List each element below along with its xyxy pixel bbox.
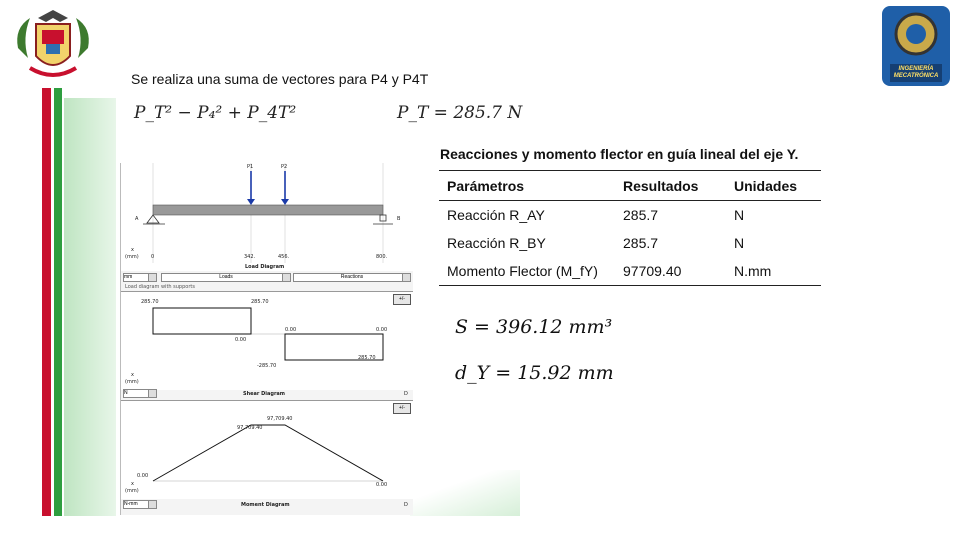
shear-value-3: 0.00 xyxy=(235,337,247,343)
shear-value-0: 285.70 xyxy=(141,299,159,305)
shear-value-5: 0.00 xyxy=(376,327,388,333)
moment-sign-button[interactable]: +/- xyxy=(393,403,411,414)
shear-value-4: -285.70 xyxy=(257,363,277,369)
moment-x-label: x xyxy=(131,481,134,487)
shear-x-unit: (mm) xyxy=(125,379,139,385)
formula-pt-result: P_T = 285.7 N xyxy=(397,103,523,123)
shear-sign-button[interactable]: +/- xyxy=(393,294,411,305)
shear-unit-select[interactable]: N xyxy=(123,389,157,398)
row-param: Reacción R_BY xyxy=(447,235,546,251)
shear-block-positive xyxy=(153,308,251,334)
moment-value-0: 97,709.40 xyxy=(267,416,293,422)
moment-value-1: 97,709.40 xyxy=(237,425,263,431)
load-units-select[interactable]: mm xyxy=(123,273,157,282)
slide-subtitle: Se realiza una suma de vectores para P4 y P4T xyxy=(131,71,429,87)
moment-diagram-panel xyxy=(121,400,413,499)
shear-value-1: 285.70 xyxy=(251,299,269,305)
table-row xyxy=(439,229,821,257)
logo-text: INGENIERÍA MECATRÓNICA xyxy=(893,66,939,79)
load-note: Load diagram with supports xyxy=(125,284,195,290)
load-p1-label: P1 xyxy=(247,164,254,170)
left-red-bar xyxy=(42,88,51,516)
x-tick-0: 0 xyxy=(151,254,155,260)
header-resultados: Resultados xyxy=(623,177,699,194)
x-axis-unit: (mm) xyxy=(125,254,139,260)
beam-bar xyxy=(153,205,383,215)
table-row xyxy=(439,201,821,230)
university-shield-icon xyxy=(8,8,98,86)
header-parametros: Parámetros xyxy=(447,177,525,194)
loads-select[interactable]: Loads xyxy=(161,273,291,282)
x-tick-2: 456. xyxy=(278,254,290,260)
table-caption: Reacciones y momento flector en guía lineal del eje Y. xyxy=(440,146,799,162)
formula-vector-sum: P_T² − P₄² + P_4T² xyxy=(134,103,297,123)
moment-curve xyxy=(153,425,383,481)
row-result: 97709.40 xyxy=(623,263,682,279)
shear-value-6: 285.70 xyxy=(358,355,376,361)
row-param: Reacción R_AY xyxy=(447,207,545,223)
load-diagram-panel xyxy=(121,163,413,271)
moment-unit-select[interactable]: N-mm xyxy=(123,500,157,509)
left-green-bar xyxy=(54,88,62,516)
row-result: 285.7 xyxy=(623,235,659,251)
results-table-wrap xyxy=(439,170,821,286)
moment-diagram-title: Moment Diagram xyxy=(241,502,290,508)
moment-value-2: 0.00 xyxy=(137,473,149,479)
mechatronics-logo xyxy=(880,4,952,88)
shear-value-2: 0.00 xyxy=(285,327,297,333)
bottom-green-wedge xyxy=(410,470,520,516)
support-b-label: B xyxy=(397,216,401,222)
shear-diagram-panel xyxy=(121,291,413,390)
header-unidades: Unidades xyxy=(734,177,798,194)
shear-diagram-title: Shear Diagram xyxy=(243,391,285,397)
load-p2-label: P2 xyxy=(281,164,288,170)
shear-x-label: x xyxy=(131,372,134,378)
table-header-row xyxy=(439,171,821,201)
beam-calculator xyxy=(120,163,413,515)
left-lightgreen-bar xyxy=(64,98,116,516)
shear-tail-label: D xyxy=(404,391,408,397)
moment-value-3: 0.00 xyxy=(376,482,388,488)
x-axis-label: x xyxy=(131,247,134,253)
diameter-result: d_Y = 15.92 mm xyxy=(455,362,614,384)
x-tick-1: 342. xyxy=(244,254,256,260)
moment-x-unit: (mm) xyxy=(125,488,139,494)
row-unit: N xyxy=(734,235,745,251)
row-unit: N.mm xyxy=(734,263,772,279)
results-table xyxy=(439,170,821,286)
table-row xyxy=(439,257,821,286)
x-tick-3: 800. xyxy=(376,254,388,260)
support-a-label: A xyxy=(135,216,139,222)
row-result: 285.7 xyxy=(623,207,659,223)
row-param: Momento Flector (M_fY) xyxy=(447,263,598,279)
moment-tail-label: D xyxy=(404,502,408,508)
section-modulus-result: S = 396.12 mm³ xyxy=(455,316,613,338)
row-unit: N xyxy=(734,207,745,223)
reactions-select[interactable]: Reactions xyxy=(293,273,411,282)
load-diagram-title: Load Diagram xyxy=(245,264,285,270)
